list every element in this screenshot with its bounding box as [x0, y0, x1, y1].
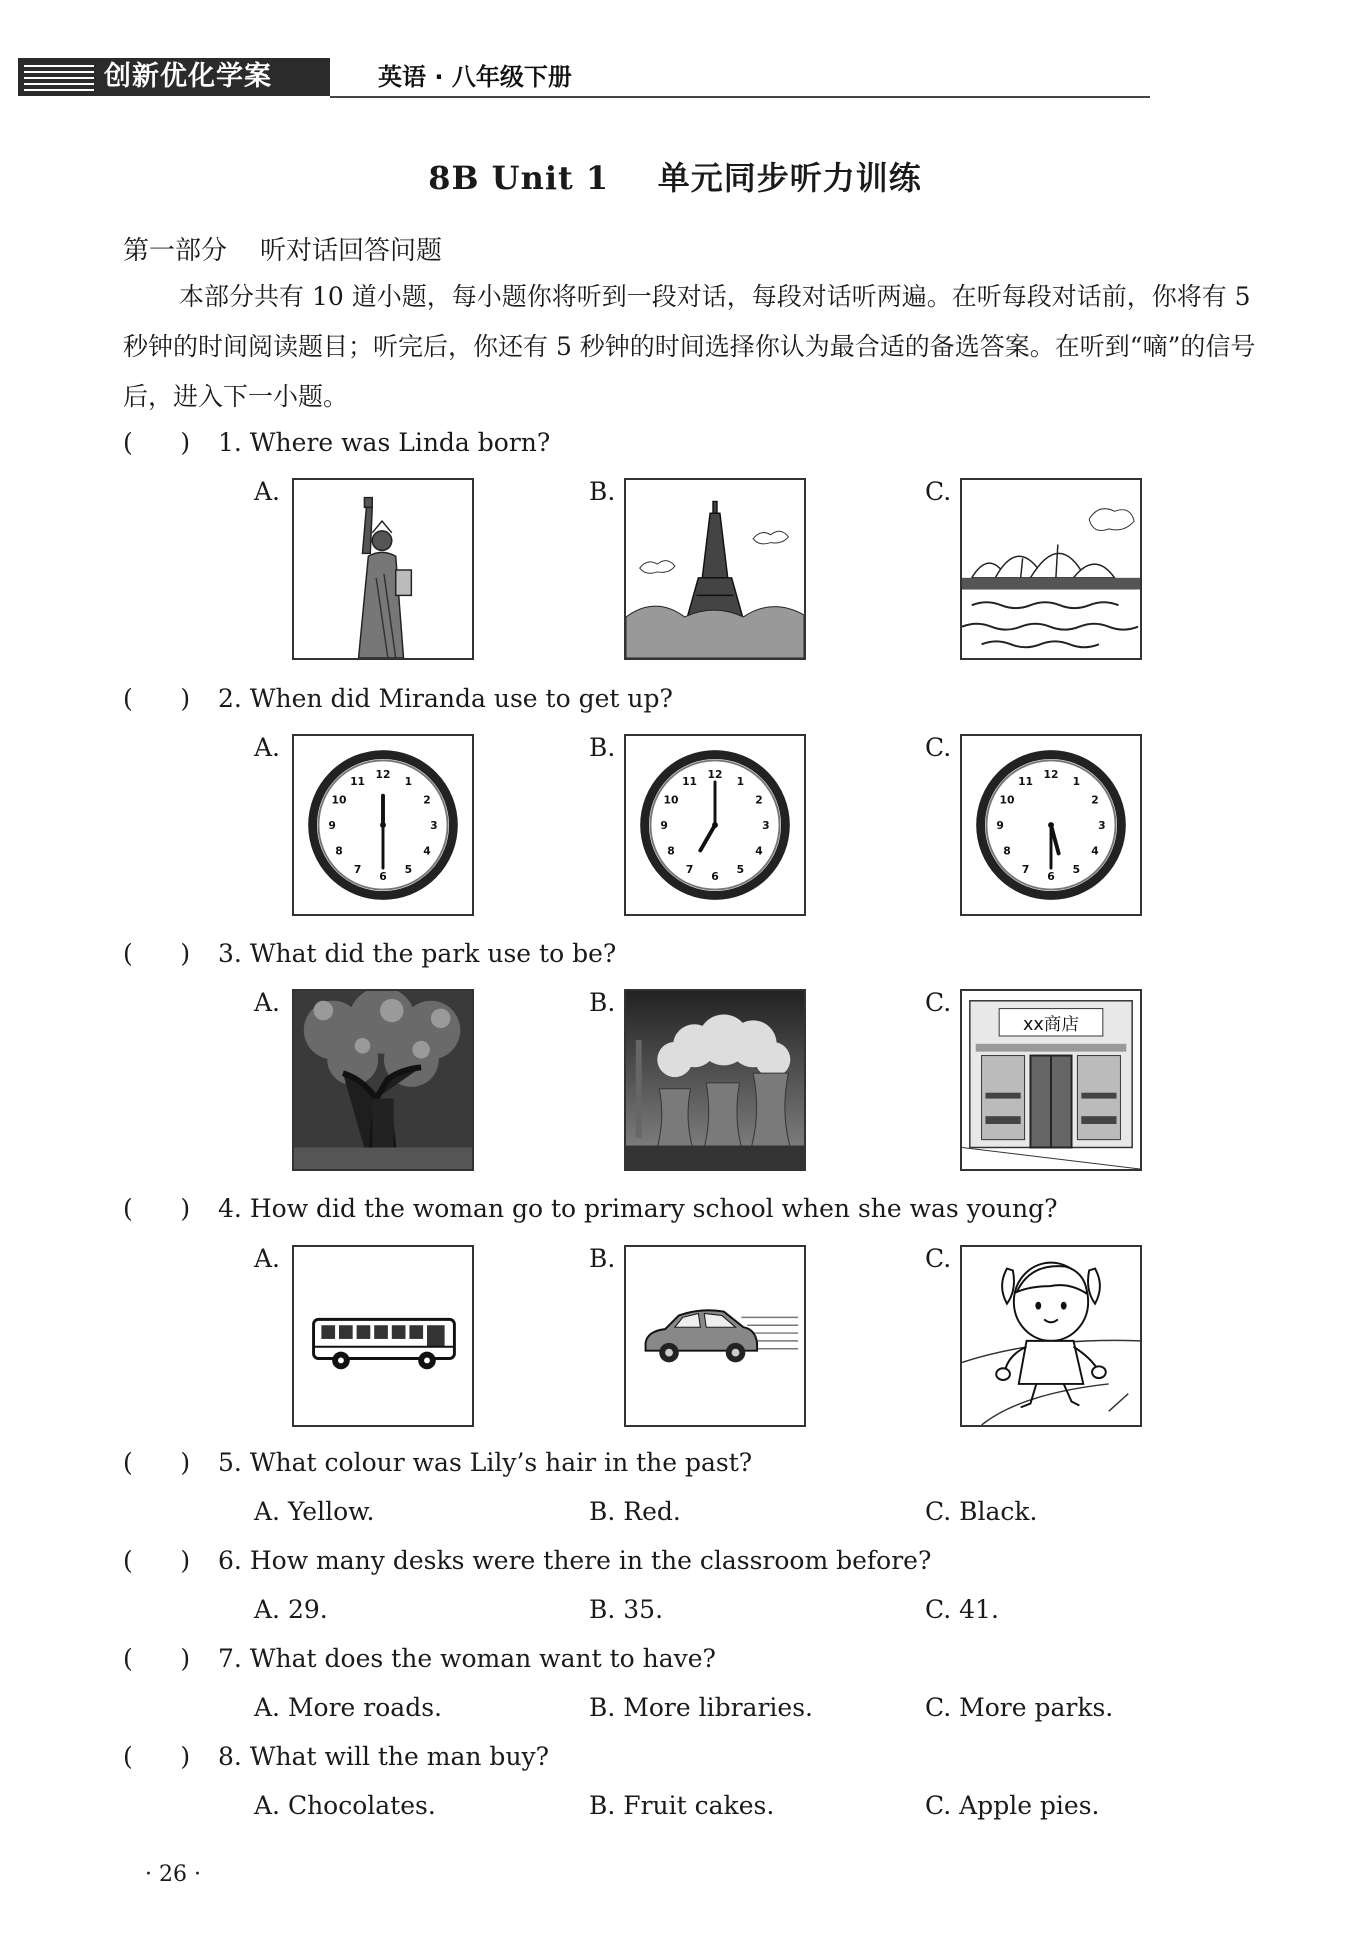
option-b[interactable]: B. Red. — [589, 1497, 681, 1526]
question-number: 7. — [218, 1644, 242, 1673]
eiffel-tower-icon — [626, 480, 804, 658]
power-plant-icon — [626, 991, 804, 1169]
question-number: 2. — [218, 684, 242, 713]
header-divider — [330, 96, 1150, 98]
option-c[interactable]: C. 41. — [925, 1595, 999, 1624]
answer-blank[interactable]: ( ) — [123, 428, 191, 457]
eiffel-tower-image[interactable] — [624, 478, 806, 660]
option-a[interactable]: A. 29. — [254, 1595, 328, 1624]
clock-b-image[interactable] — [624, 734, 806, 916]
clock-numeral: 9 — [328, 818, 336, 832]
clock-numeral: 8 — [1003, 844, 1011, 858]
clock-numeral: 7 — [685, 862, 694, 876]
clock-numeral: 6 — [379, 869, 387, 883]
option-b-label: B. — [589, 477, 616, 506]
answer-blank[interactable]: ( ) — [123, 1194, 191, 1223]
question-number: 3. — [218, 939, 242, 968]
question-text: Where was Linda born? — [249, 428, 551, 457]
clock-numeral: 11 — [1018, 774, 1034, 788]
question-number: 6. — [218, 1546, 242, 1575]
brand-text: 创新优化学案 — [104, 61, 272, 92]
clock-numeral: 3 — [1098, 818, 1106, 832]
answer-blank[interactable]: ( ) — [123, 1742, 191, 1771]
forest-image[interactable] — [292, 989, 474, 1171]
question-text: What did the park use to be? — [249, 939, 617, 968]
clock-numeral: 11 — [350, 774, 366, 788]
answer-blank[interactable]: ( ) — [123, 1448, 191, 1477]
clock-numeral: 2 — [423, 793, 431, 807]
clock-numeral: 2 — [755, 793, 763, 807]
clock-icon — [294, 736, 472, 914]
answer-blank[interactable]: ( ) — [123, 684, 191, 713]
clock-numeral: 10 — [663, 793, 679, 807]
option-b-label: B. — [589, 1244, 616, 1273]
option-b-label: B. — [589, 733, 616, 762]
option-b-label: B. — [589, 988, 616, 1017]
car-image[interactable] — [624, 1245, 806, 1427]
answer-blank[interactable]: ( ) — [123, 939, 191, 968]
bus-icon — [294, 1247, 472, 1425]
option-b[interactable]: B. Fruit cakes. — [589, 1791, 775, 1820]
question-text: How many desks were there in the classroom before? — [249, 1546, 932, 1575]
clock-numeral: 1 — [1072, 774, 1081, 788]
clock-numeral: 3 — [430, 818, 438, 832]
clock-numeral: 6 — [711, 869, 719, 883]
question-4 — [123, 1194, 1058, 1223]
shop-sign: xx商店 — [1022, 1015, 1080, 1036]
option-b[interactable]: B. 35. — [589, 1595, 664, 1624]
question-number: 8. — [218, 1742, 242, 1771]
question-6 — [123, 1546, 931, 1575]
section-title: 第一部分 听对话回答问题 — [123, 236, 443, 266]
question-8 — [123, 1742, 549, 1771]
clock-numeral: 8 — [335, 844, 343, 858]
clock-numeral: 10 — [331, 793, 347, 807]
brand-logo — [18, 58, 330, 96]
clock-numeral: 4 — [755, 844, 763, 858]
question-text: What colour was Lily’s hair in the past? — [249, 1448, 753, 1477]
option-c-label: C. — [925, 733, 952, 762]
option-b[interactable]: B. More libraries. — [589, 1693, 813, 1722]
clock-numeral: 12 — [375, 768, 391, 782]
clock-numeral: 4 — [423, 844, 431, 858]
answer-blank[interactable]: ( ) — [123, 1546, 191, 1575]
option-a-label: A. — [254, 1244, 281, 1273]
option-c[interactable]: C. More parks. — [925, 1693, 1114, 1722]
page-number: · 26 · — [145, 1862, 201, 1887]
question-number: 1. — [218, 428, 242, 457]
option-c[interactable]: C. Apple pies. — [925, 1791, 1100, 1820]
option-a[interactable]: A. More roads. — [254, 1693, 442, 1722]
instructions: 本部分共有 10 道小题，每小题你将听到一段对话，每段对话听两遍。在听每段对话前，你将有 5 秒钟的时间阅读题目；听完后，你还有 5 秒钟的时间选择你认为最合适的备选答案。在听到“嘀”的信号后，进入下一小题。 — [123, 282, 1256, 411]
question-text: How did the woman go to primary school when she was young? — [249, 1194, 1058, 1223]
question-3 — [123, 939, 616, 968]
clock-numeral: 1 — [736, 774, 745, 788]
option-c-label: C. — [925, 988, 952, 1017]
question-number: 4. — [218, 1194, 242, 1223]
bus-image[interactable] — [292, 1245, 474, 1427]
clock-numeral: 9 — [996, 818, 1004, 832]
sydney-opera-house-image[interactable] — [960, 478, 1142, 660]
question-7 — [123, 1644, 716, 1673]
clock-numeral: 2 — [1091, 793, 1099, 807]
option-a[interactable]: A. Chocolates. — [254, 1791, 436, 1820]
option-c[interactable]: C. Black. — [925, 1497, 1038, 1526]
opera-house-icon — [962, 480, 1140, 658]
brand-stripes-icon — [24, 62, 94, 92]
option-a[interactable]: A. Yellow. — [254, 1497, 375, 1526]
car-icon — [626, 1247, 804, 1425]
statue-of-liberty-icon — [294, 480, 472, 658]
statue-of-liberty-image[interactable] — [292, 478, 474, 660]
clock-numeral: 7 — [353, 862, 362, 876]
clock-icon — [626, 736, 804, 914]
clock-numeral: 5 — [1072, 862, 1081, 876]
question-number: 5. — [218, 1448, 242, 1477]
clock-numeral: 8 — [667, 844, 675, 858]
page-header — [18, 56, 1332, 100]
tree-icon — [294, 991, 472, 1169]
option-a-label: A. — [254, 733, 281, 762]
clock-numeral: 11 — [682, 774, 698, 788]
clock-icon — [962, 736, 1140, 914]
clock-numeral: 9 — [660, 818, 668, 832]
option-c-label: C. — [925, 1244, 952, 1273]
girl-walking-image[interactable] — [960, 1245, 1142, 1427]
clock-a-image[interactable] — [292, 734, 474, 916]
option-a-label: A. — [254, 477, 281, 506]
question-text: When did Miranda use to get up? — [249, 684, 673, 713]
shop-image[interactable] — [960, 989, 1142, 1171]
subject-title: 英语 · 八年级下册 — [378, 63, 572, 91]
clock-numeral: 4 — [1091, 844, 1099, 858]
clock-numeral: 3 — [762, 818, 770, 832]
clock-numeral: 1 — [404, 774, 413, 788]
option-a-label: A. — [254, 988, 281, 1017]
question-1 — [123, 428, 550, 457]
question-text: What does the woman want to have? — [249, 1644, 716, 1673]
answer-blank[interactable]: ( ) — [123, 1644, 191, 1673]
girl-walking-icon — [962, 1247, 1140, 1425]
clock-numeral: 6 — [1047, 869, 1055, 883]
question-5 — [123, 1448, 752, 1477]
clock-numeral: 12 — [1043, 768, 1059, 782]
shop-icon — [962, 991, 1140, 1169]
question-2 — [123, 684, 673, 713]
power-plant-image[interactable] — [624, 989, 806, 1171]
clock-c-image[interactable] — [960, 734, 1142, 916]
clock-numeral: 10 — [999, 793, 1015, 807]
clock-numeral: 5 — [736, 862, 745, 876]
option-c-label: C. — [925, 477, 952, 506]
clock-numeral: 5 — [404, 862, 413, 876]
clock-numeral: 12 — [707, 768, 723, 782]
page-title: 8B Unit 1 单元同步听力训练 — [428, 159, 922, 197]
question-text: What will the man buy? — [249, 1742, 550, 1771]
clock-numeral: 7 — [1021, 862, 1030, 876]
